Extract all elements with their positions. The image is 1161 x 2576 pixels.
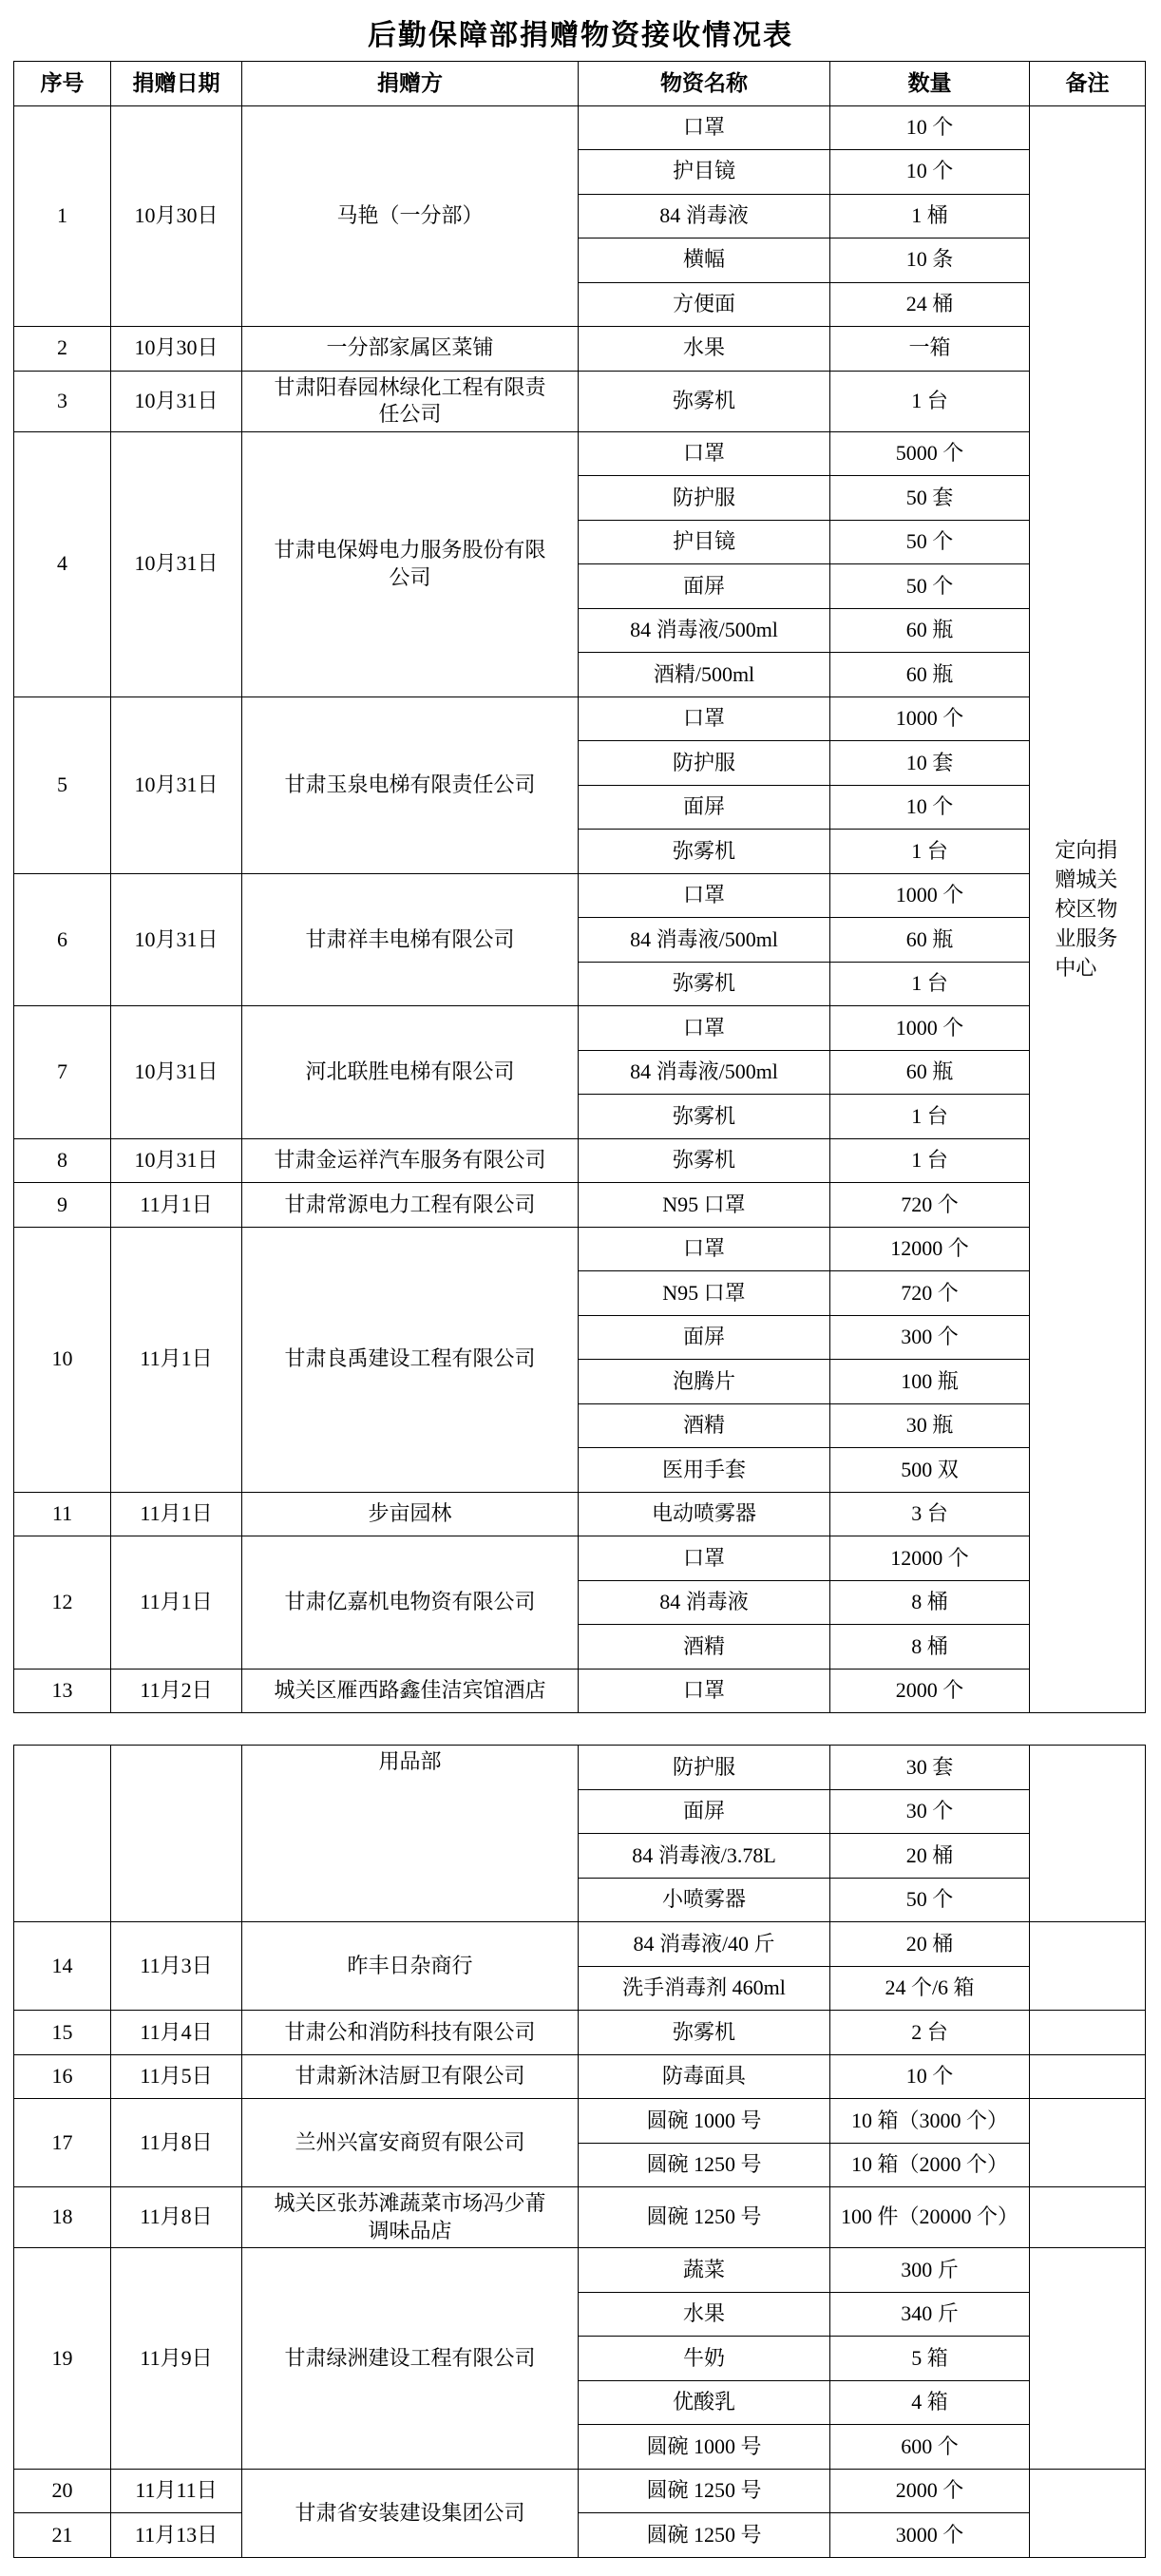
donor-cell: 甘肃常源电力工程有限公司 (242, 1183, 579, 1228)
item-qty-cell: 1 桶 (830, 194, 1030, 239)
date-cell: 10月30日 (111, 327, 242, 372)
item-qty-cell: 3000 个 (830, 2513, 1030, 2558)
remark-cell (1030, 2187, 1146, 2248)
item-qty-cell: 3 台 (830, 1492, 1030, 1536)
donor-cell: 马艳（一分部） (242, 105, 579, 327)
item-name-cell: 泡腾片 (579, 1360, 830, 1404)
table-row (14, 1922, 1146, 1967)
date-cell: 10月31日 (111, 371, 242, 431)
item-name-cell: 口罩 (579, 873, 830, 918)
item-name-cell: 优酸乳 (579, 2380, 830, 2425)
date-cell: 11月1日 (111, 1227, 242, 1492)
donor-cell: 甘肃省安装建设集团公司 (242, 2469, 579, 2557)
item-name-cell: 防毒面具 (579, 2054, 830, 2099)
donation-table-page2 (13, 1745, 1146, 2558)
item-qty-cell: 100 件（20000 个） (830, 2187, 1030, 2248)
remark-cell (1030, 2099, 1146, 2187)
table-row (14, 2054, 1146, 2099)
item-name-cell: 面屏 (579, 1789, 830, 1834)
item-name-cell: 圆碗 1000 号 (579, 2425, 830, 2470)
item-qty-cell: 10 条 (830, 239, 1030, 283)
item-qty-cell: 30 瓶 (830, 1403, 1030, 1448)
table-row (14, 873, 1146, 918)
item-name-cell: 84 消毒液/3.78L (579, 1834, 830, 1879)
remark-cell (1030, 2011, 1146, 2055)
item-qty-cell: 2000 个 (830, 2469, 1030, 2513)
item-qty-cell: 1 台 (830, 371, 1030, 431)
table-row (14, 431, 1146, 476)
table-row (14, 1536, 1146, 1581)
item-name-cell: 84 消毒液/500ml (579, 918, 830, 963)
date-cell: 10月31日 (111, 1006, 242, 1139)
item-name-cell: 酒精 (579, 1403, 830, 1448)
item-qty-cell: 1000 个 (830, 1006, 1030, 1051)
seq-cell: 16 (14, 2054, 111, 2099)
item-name-cell: 洗手消毒剂 460ml (579, 1966, 830, 2011)
seq-cell: 5 (14, 696, 111, 873)
item-qty-cell: 500 双 (830, 1448, 1030, 1493)
item-name-cell: 84 消毒液 (579, 194, 830, 239)
item-qty-cell: 12000 个 (830, 1227, 1030, 1271)
item-name-cell: 口罩 (579, 1006, 830, 1051)
item-qty-cell: 12000 个 (830, 1536, 1030, 1581)
item-name-cell: 弥雾机 (579, 962, 830, 1006)
item-qty-cell: 2000 个 (830, 1669, 1030, 1713)
item-qty-cell: 8 桶 (830, 1580, 1030, 1625)
item-qty-cell: 10 个 (830, 150, 1030, 195)
donor-cell: 用品部 (242, 1746, 579, 1922)
date-cell: 11月8日 (111, 2187, 242, 2248)
item-qty-cell: 一箱 (830, 327, 1030, 372)
donor-cell: 甘肃电保姆电力服务股份有限公司 (242, 431, 579, 696)
table-row (14, 2513, 1146, 2558)
item-name-cell: 弥雾机 (579, 1095, 830, 1139)
item-qty-cell: 600 个 (830, 2425, 1030, 2470)
item-name-cell: 蔬菜 (579, 2248, 830, 2293)
remark-cell (1030, 1922, 1146, 2011)
header-note: 备注 (1030, 62, 1146, 106)
item-name-cell: 防护服 (579, 741, 830, 786)
item-name-cell: 水果 (579, 327, 830, 372)
table-row (14, 2011, 1146, 2055)
date-cell: 11月2日 (111, 1669, 242, 1713)
seq-cell: 21 (14, 2513, 111, 2558)
donor-cell: 城关区张苏滩蔬菜市场冯少莆调味品店 (242, 2187, 579, 2248)
item-qty-cell: 300 个 (830, 1315, 1030, 1360)
table-row (14, 1006, 1146, 1051)
item-qty-cell: 10 个 (830, 785, 1030, 830)
donation-table-page1 (13, 61, 1146, 1713)
item-name-cell: 弥雾机 (579, 2011, 830, 2055)
item-name-cell: 圆碗 1000 号 (579, 2099, 830, 2144)
item-name-cell: 面屏 (579, 785, 830, 830)
item-name-cell: 口罩 (579, 431, 830, 476)
item-name-cell: 电动喷雾器 (579, 1492, 830, 1536)
item-name-cell: 牛奶 (579, 2337, 830, 2381)
date-cell: 10月31日 (111, 873, 242, 1006)
seq-cell: 17 (14, 2099, 111, 2187)
item-qty-cell: 10 个 (830, 105, 1030, 150)
donor-cell: 甘肃良禹建设工程有限公司 (242, 1227, 579, 1492)
table-row (14, 2469, 1146, 2513)
seq-cell: 18 (14, 2187, 111, 2248)
item-qty-cell: 50 个 (830, 1878, 1030, 1922)
table-row (14, 2099, 1146, 2144)
donor-cell: 甘肃亿嘉机电物资有限公司 (242, 1536, 579, 1670)
date-cell: 11月3日 (111, 1922, 242, 2011)
donor-cell: 兰州兴富安商贸有限公司 (242, 2099, 579, 2187)
item-qty-cell: 5 箱 (830, 2337, 1030, 2381)
date-cell: 11月1日 (111, 1536, 242, 1670)
seq-cell: 8 (14, 1138, 111, 1183)
table-row (14, 327, 1146, 372)
seq-cell: 13 (14, 1669, 111, 1713)
donor-cell: 河北联胜电梯有限公司 (242, 1006, 579, 1139)
item-qty-cell: 60 瓶 (830, 918, 1030, 963)
table-row (14, 371, 1146, 431)
date-cell: 11月8日 (111, 2099, 242, 2187)
item-qty-cell: 8 桶 (830, 1625, 1030, 1670)
table-row (14, 696, 1146, 741)
seq-cell: 12 (14, 1536, 111, 1670)
item-name-cell: 防护服 (579, 1746, 830, 1790)
header-item: 物资名称 (579, 62, 830, 106)
item-name-cell: 酒精/500ml (579, 653, 830, 697)
date-cell: 11月11日 (111, 2469, 242, 2513)
item-name-cell: 口罩 (579, 1536, 830, 1581)
donor-cell: 一分部家属区菜铺 (242, 327, 579, 372)
item-qty-cell: 340 斤 (830, 2292, 1030, 2337)
item-qty-cell: 10 箱（2000 个） (830, 2143, 1030, 2187)
donor-cell: 甘肃绿洲建设工程有限公司 (242, 2248, 579, 2470)
seq-cell: 14 (14, 1922, 111, 2011)
item-qty-cell: 1 台 (830, 1095, 1030, 1139)
item-name-cell: 口罩 (579, 1669, 830, 1713)
item-name-cell: 84 消毒液 (579, 1580, 830, 1625)
donor-cell: 甘肃玉泉电梯有限责任公司 (242, 696, 579, 873)
item-qty-cell: 30 套 (830, 1746, 1030, 1790)
donor-cell: 昨丰日杂商行 (242, 1922, 579, 2011)
item-qty-cell: 60 瓶 (830, 653, 1030, 697)
item-qty-cell: 2 台 (830, 2011, 1030, 2055)
item-name-cell: 护目镜 (579, 150, 830, 195)
remark-text: 定向捐赠城关校区物业服务中心 (1055, 838, 1118, 981)
date-cell: 10月31日 (111, 696, 242, 873)
item-qty-cell: 50 套 (830, 476, 1030, 521)
item-qty-cell: 10 个 (830, 2054, 1030, 2099)
item-qty-cell: 20 桶 (830, 1834, 1030, 1879)
item-name-cell: 口罩 (579, 105, 830, 150)
item-qty-cell: 1000 个 (830, 873, 1030, 918)
seq-cell: 6 (14, 873, 111, 1006)
item-name-cell: 弥雾机 (579, 371, 830, 431)
remark-cell (1030, 2054, 1146, 2099)
item-name-cell: 口罩 (579, 696, 830, 741)
item-qty-cell: 10 套 (830, 741, 1030, 786)
seq-cell: 15 (14, 2011, 111, 2055)
item-name-cell: 84 消毒液/500ml (579, 608, 830, 653)
item-qty-cell: 4 箱 (830, 2380, 1030, 2425)
seq-cell: 3 (14, 371, 111, 431)
item-name-cell: 防护服 (579, 476, 830, 521)
item-qty-cell: 720 个 (830, 1271, 1030, 1316)
date-cell: 11月13日 (111, 2513, 242, 2558)
item-name-cell: 84 消毒液/40 斤 (579, 1922, 830, 1967)
remark-cell (1030, 105, 1146, 1713)
date-cell: 11月1日 (111, 1183, 242, 1228)
seq-cell (14, 1746, 111, 1922)
item-name-cell: N95 口罩 (579, 1183, 830, 1228)
item-qty-cell: 1 台 (830, 962, 1030, 1006)
item-qty-cell: 5000 个 (830, 431, 1030, 476)
item-qty-cell: 1 台 (830, 830, 1030, 874)
item-name-cell: 84 消毒液/500ml (579, 1050, 830, 1095)
item-name-cell: 弥雾机 (579, 1138, 830, 1183)
date-cell: 11月4日 (111, 2011, 242, 2055)
item-name-cell: 圆碗 1250 号 (579, 2469, 830, 2513)
seq-cell: 9 (14, 1183, 111, 1228)
item-qty-cell: 300 斤 (830, 2248, 1030, 2293)
donor-cell: 甘肃公和消防科技有限公司 (242, 2011, 579, 2055)
donor-cell: 甘肃金运祥汽车服务有限公司 (242, 1138, 579, 1183)
donor-cell: 步亩园林 (242, 1492, 579, 1536)
item-qty-cell: 24 桶 (830, 282, 1030, 327)
date-cell: 10月30日 (111, 105, 242, 327)
seq-cell: 7 (14, 1006, 111, 1139)
item-name-cell: 圆碗 1250 号 (579, 2513, 830, 2558)
seq-cell: 4 (14, 431, 111, 696)
item-qty-cell: 60 瓶 (830, 1050, 1030, 1095)
item-qty-cell: 60 瓶 (830, 608, 1030, 653)
donor-cell: 甘肃阳春园林绿化工程有限责任公司 (242, 371, 579, 431)
date-cell: 11月1日 (111, 1492, 242, 1536)
table-row (14, 2248, 1146, 2293)
item-qty-cell: 50 个 (830, 564, 1030, 609)
seq-cell: 20 (14, 2469, 111, 2513)
remark-cell (1030, 1746, 1146, 1922)
item-name-cell: N95 口罩 (579, 1271, 830, 1316)
seq-cell: 19 (14, 2248, 111, 2470)
table-row (14, 105, 1146, 150)
table-row (14, 1183, 1146, 1228)
date-cell: 10月31日 (111, 431, 242, 696)
item-name-cell: 水果 (579, 2292, 830, 2337)
donor-cell: 甘肃新沐洁厨卫有限公司 (242, 2054, 579, 2099)
table-body (14, 105, 1146, 1713)
table-row (14, 1746, 1146, 1790)
page-title: 后勤保障部捐赠物资接收情况表 (368, 20, 793, 51)
remark-cell (1030, 2469, 1146, 2557)
item-name-cell: 方便面 (579, 282, 830, 327)
item-name-cell: 横幅 (579, 239, 830, 283)
item-qty-cell: 30 个 (830, 1789, 1030, 1834)
item-qty-cell: 100 瓶 (830, 1360, 1030, 1404)
header-seq: 序号 (14, 62, 111, 106)
item-qty-cell: 720 个 (830, 1183, 1030, 1228)
item-name-cell: 圆碗 1250 号 (579, 2187, 830, 2248)
table-row (14, 1669, 1146, 1713)
header-donor: 捐赠方 (242, 62, 579, 106)
item-name-cell: 小喷雾器 (579, 1878, 830, 1922)
item-qty-cell: 10 箱（3000 个） (830, 2099, 1030, 2144)
remark-cell (1030, 2248, 1146, 2470)
table-body (14, 1746, 1146, 2558)
donor-cell: 城关区雁西路鑫佳洁宾馆酒店 (242, 1669, 579, 1713)
item-qty-cell: 20 桶 (830, 1922, 1030, 1967)
item-name-cell: 医用手套 (579, 1448, 830, 1493)
item-name-cell: 圆碗 1250 号 (579, 2143, 830, 2187)
item-name-cell: 面屏 (579, 564, 830, 609)
item-qty-cell: 24 个/6 箱 (830, 1966, 1030, 2011)
item-name-cell: 口罩 (579, 1227, 830, 1271)
date-cell: 11月9日 (111, 2248, 242, 2470)
seq-cell: 1 (14, 105, 111, 327)
donor-cell: 甘肃祥丰电梯有限公司 (242, 873, 579, 1006)
table-row (14, 1227, 1146, 1271)
date-cell: 11月5日 (111, 2054, 242, 2099)
table-row (14, 1492, 1146, 1536)
seq-cell: 10 (14, 1227, 111, 1492)
date-cell (111, 1746, 242, 1922)
header-date: 捐赠日期 (111, 62, 242, 106)
item-name-cell: 面屏 (579, 1315, 830, 1360)
seq-cell: 2 (14, 327, 111, 372)
item-qty-cell: 50 个 (830, 520, 1030, 564)
item-name-cell: 酒精 (579, 1625, 830, 1670)
item-name-cell: 护目镜 (579, 520, 830, 564)
header-qty: 数量 (830, 62, 1030, 106)
table-row (14, 2187, 1146, 2248)
date-cell: 10月31日 (111, 1138, 242, 1183)
table-row (14, 1138, 1146, 1183)
item-qty-cell: 1 台 (830, 1138, 1030, 1183)
header-row (14, 62, 1146, 106)
seq-cell: 11 (14, 1492, 111, 1536)
item-qty-cell: 1000 个 (830, 696, 1030, 741)
item-name-cell: 弥雾机 (579, 830, 830, 874)
